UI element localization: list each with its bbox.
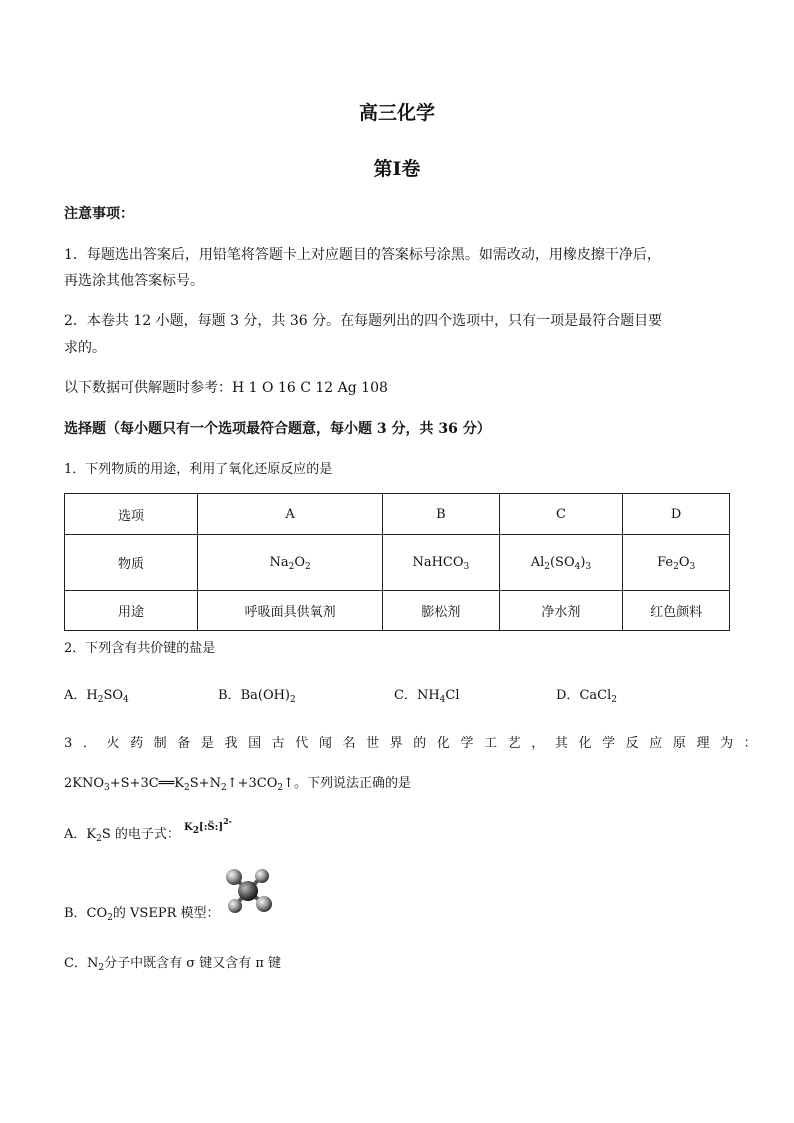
table-row	[65, 494, 730, 535]
table-row	[65, 535, 730, 591]
q1-stem: 1．下列物质的用途，利用了氧化还原反应的是	[64, 462, 333, 477]
substance-b: NaHCO$_3$	[383, 535, 499, 591]
q3-equation: $2KNO_3+S+3C══K_2S+N_2↑+3CO_2↑$。下列说法正确的是	[64, 776, 411, 793]
row-header-substance: 物质	[65, 535, 198, 591]
vsepr-model-image	[222, 866, 276, 916]
page-title: 高三化学	[358, 102, 435, 124]
notes-item-1-line-2: 再选涂其他答案标号。	[64, 273, 204, 289]
row-header-use: 用途	[65, 591, 198, 631]
q3-option-c: C．$N_2$分子中既含有 σ 键又含有 π 键	[64, 956, 282, 973]
option-b-header: B	[383, 494, 499, 535]
q3-option-a: A．$K_2S$ 的电子式： $^{K_2[:S̈:]^{2-}}$	[64, 816, 232, 844]
notes-item-2-line-2: 求的。	[64, 340, 106, 356]
substance-d: $Fe_2O_3$	[623, 535, 730, 591]
q3-option-b: B．$CO_2$的 VSEPR 模型：	[64, 906, 220, 923]
q2-option-b: B．$Ba(OH)_2$	[218, 688, 296, 705]
substance-c: $Al_2(SO_4)_3$	[499, 535, 623, 591]
option-c-header: C	[499, 494, 623, 535]
reference-data: 以下数据可供解题时参考：H 1 O 16 C 12 Ag 108	[64, 380, 388, 396]
use-a: 呼吸面具供氧剂	[198, 591, 383, 631]
notes-item-2-line-1: 2．本卷共 12 小题，每题 3 分，共 36 分。在每题列出的四个选项中，只有一项是最符合题目要	[64, 313, 663, 329]
notes-item-1-line-1: 1．每题选出答案后，用铅笔将答题卡上对应题目的答案标号涂黑。如需改动，用橡皮擦干净后，	[64, 247, 661, 263]
section-heading: 选择题（每小题只有一个选项最符合题意，每小题 3 分，共 36 分）	[64, 421, 491, 437]
q2-option-a: A．$H_2SO_4$	[64, 688, 129, 705]
notes-heading: 注意事项：	[64, 206, 134, 222]
electron-formula: K2[:S̈:]2-	[184, 816, 232, 836]
table-row	[65, 591, 730, 631]
option-d-header: D	[623, 494, 730, 535]
use-b: 膨松剂	[383, 591, 499, 631]
q3-stem: 3．火药制备是我国古代闻名世界的化学工艺，其化学反应原理为：	[64, 736, 768, 751]
q2-option-d: D．CaCl$_2$	[556, 688, 617, 705]
q2-stem: 2．下列含有共价键的盐是	[64, 641, 216, 656]
option-a-header: A	[198, 494, 383, 535]
use-d: 红色颜料	[623, 591, 730, 631]
q2-option-c: C．$NH_4Cl$	[394, 688, 460, 705]
substance-a: $Na_2O_2$	[198, 535, 383, 591]
volume-title: 第Ⅰ卷	[373, 158, 421, 180]
row-header-option: 选项	[65, 494, 198, 535]
use-c: 净水剂	[499, 591, 623, 631]
q1-table	[64, 493, 730, 631]
